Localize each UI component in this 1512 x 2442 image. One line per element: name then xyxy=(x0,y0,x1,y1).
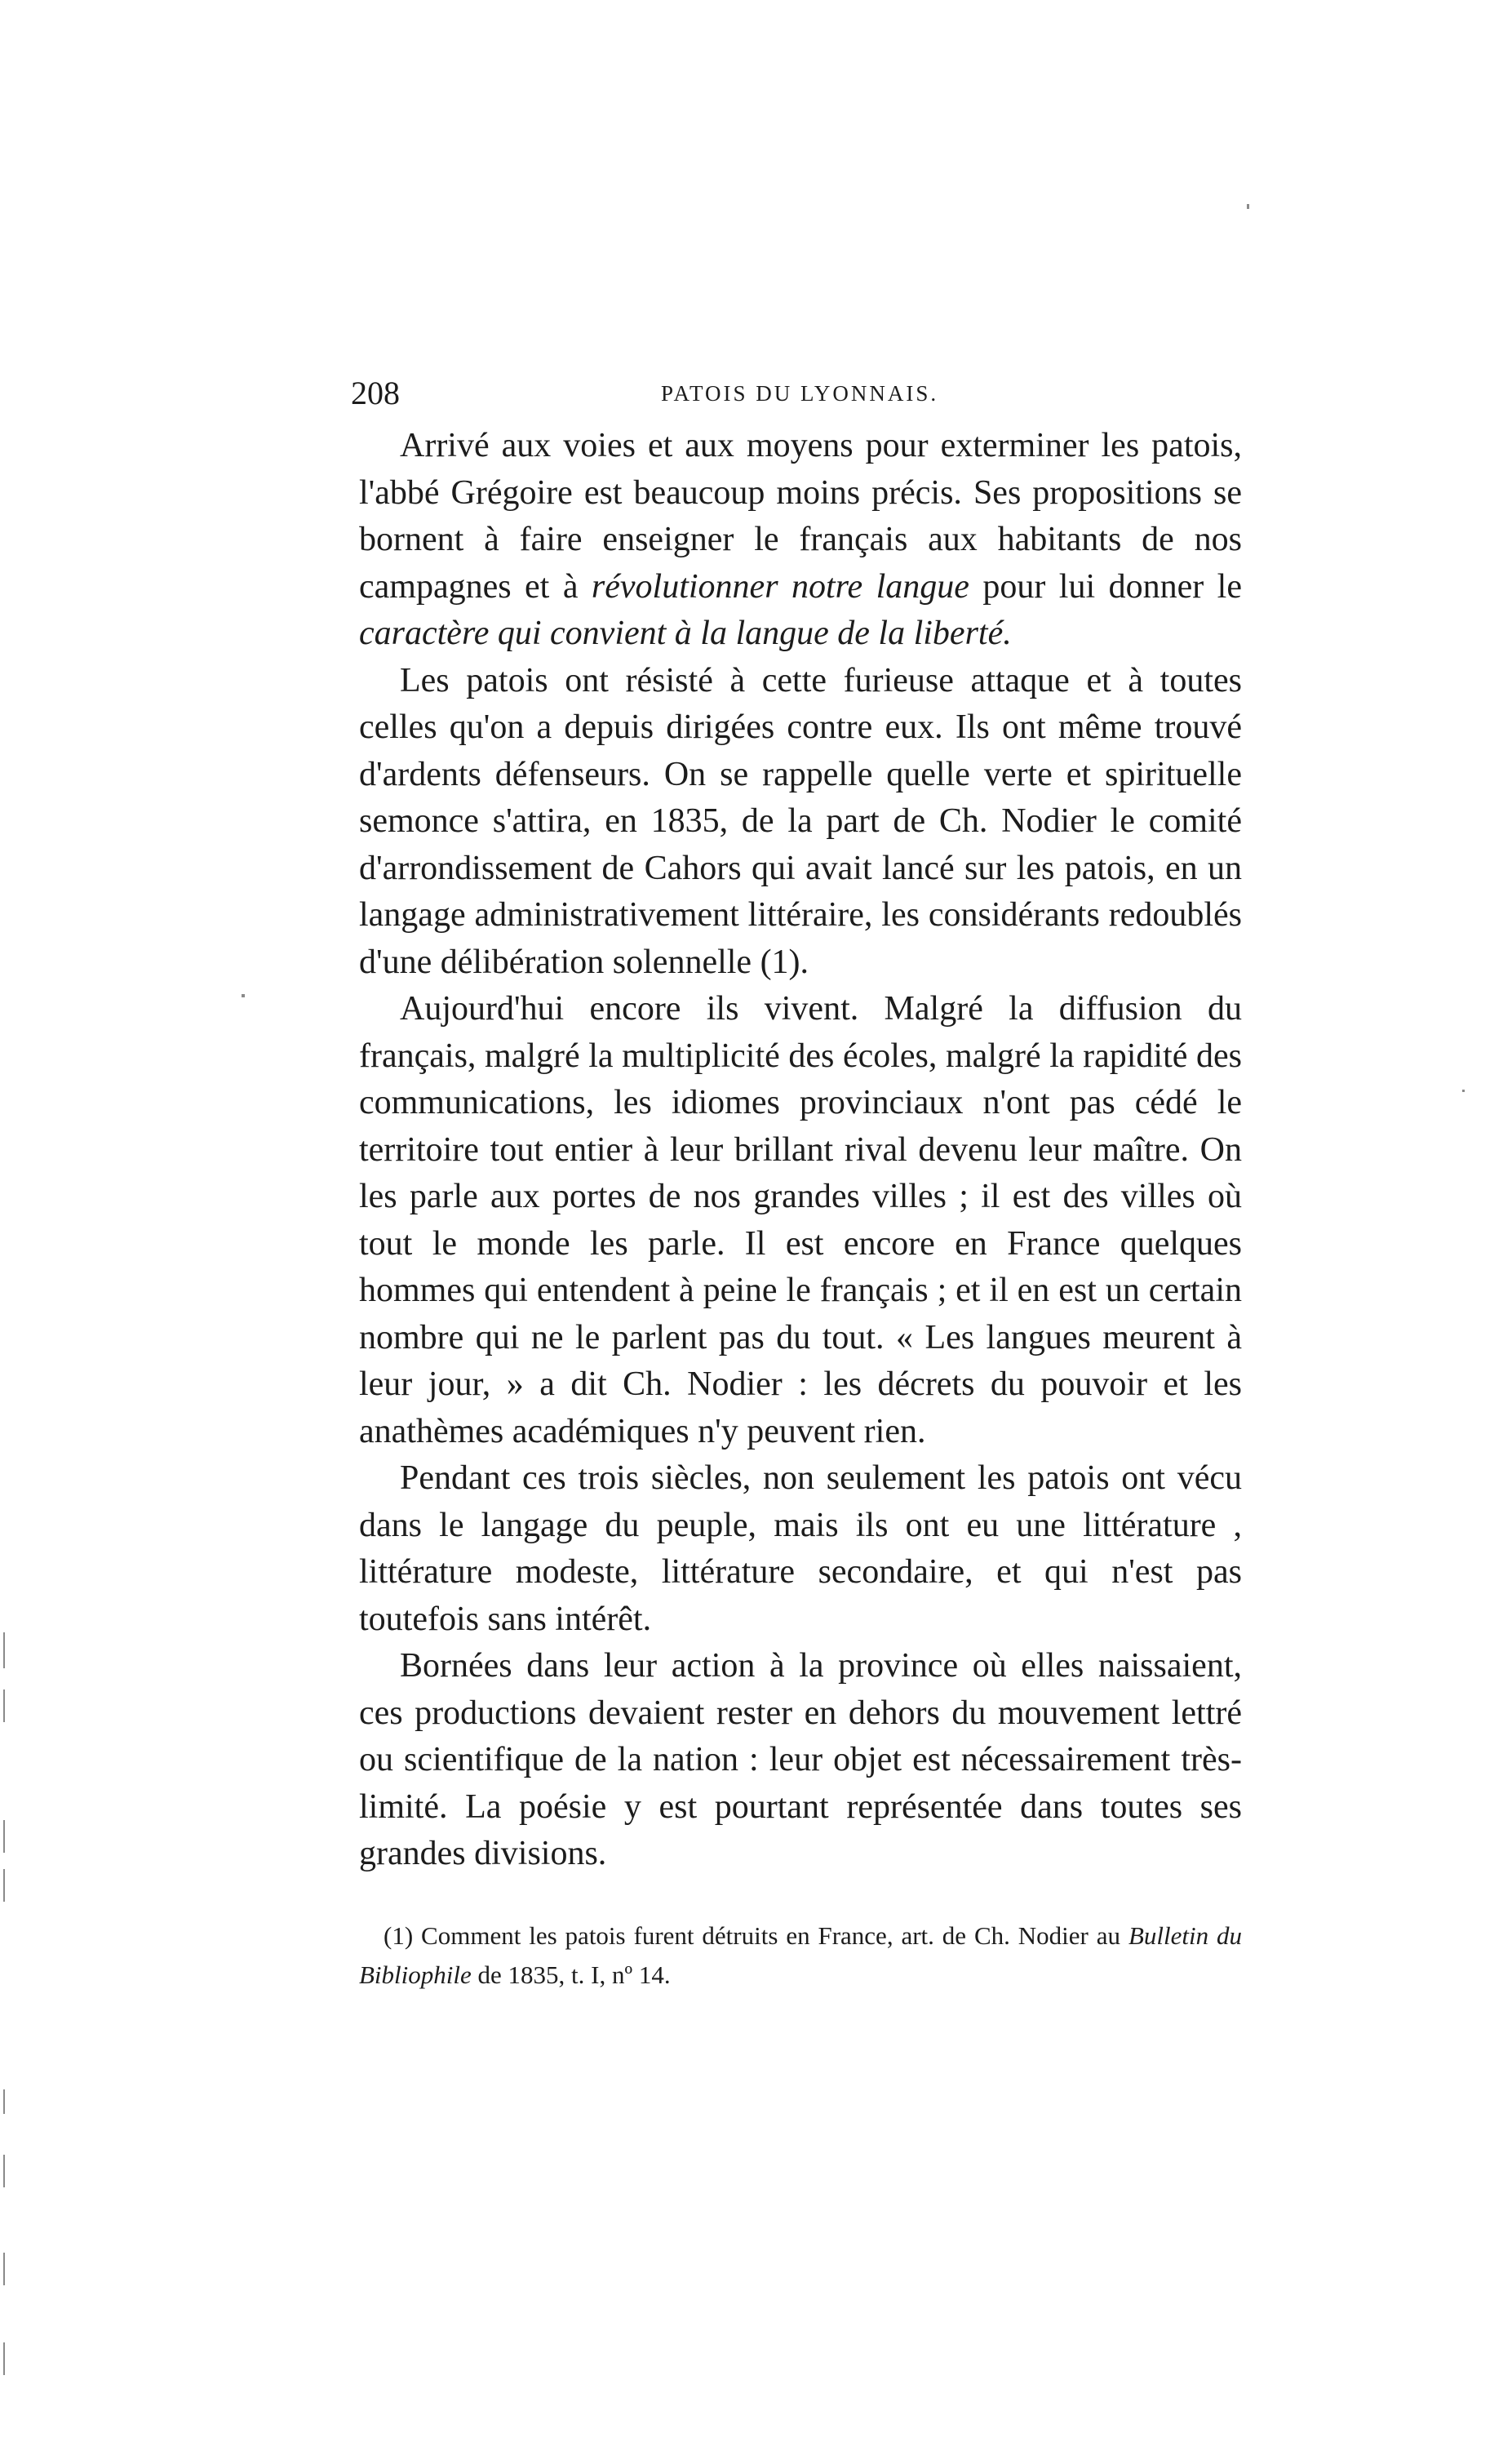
margin-edge-line xyxy=(3,1632,5,1668)
footnote-italic: Bulletin du Bibliophile xyxy=(359,1921,1243,1989)
running-title: PATOIS DU LYONNAIS. xyxy=(661,381,939,406)
paragraph-1-text-b: pour lui donner le xyxy=(969,567,1242,606)
margin-edge-line xyxy=(3,2089,5,2114)
paragraph-3: Aujourd'hui encore ils vivent. Malgré la diffusion du français, malgré la multiplicité des écoles, malgré la rapidité des communications, les idiomes provinciaux n'ont pas cédé le territoire tout entier à leur brillant rival devenu leur maître. On les parle aux portes de nos grandes villes ; il est des villes où tout le monde les parle. Il est encore en France quelques hommes qui entendent à peine le français ; et il en est un certain nombre qui ne le parlent pas du tout. « Les langues meurent à leur jour, » a dit Ch. Nodier : les décrets du pouvoir et les anathèmes académiques n'y peuvent rien. xyxy=(359,990,1242,1450)
paragraph-2: Les patois ont résisté à cette furieuse attaque et à toutes celles qu'on a depuis dirigées contre eux. Ils ont même trouvé d'ardents défenseurs. On se rappelle quelle verte et spirituelle semonce s'attira, en 1835, de la part de Ch. Nodier le comité d'arrondissement de Cahors qui avait lancé sur les patois, en un langage administrativement littéraire, les considérants redoublés d'une délibération solennelle (1). xyxy=(359,661,1242,981)
footnote-text xyxy=(359,1916,1242,1995)
margin-edge-line xyxy=(3,1869,5,1902)
paragraph-4: Pendant ces trois siècles, non seulement les patois ont vécu dans le langage du peuple, mais ils ont eu une littérature , littérature modeste, littérature secondaire, et qui n'est pas toutefois sans intérêt. xyxy=(359,1459,1242,1638)
margin-edge-line xyxy=(3,2253,5,2285)
margin-speck xyxy=(1247,204,1249,209)
footnote xyxy=(359,1916,1242,1995)
margin-edge-line xyxy=(3,1820,5,1853)
margin-edge-line xyxy=(3,2342,5,2375)
footnote-tail: de 1835, t. I, nº 14. xyxy=(471,1960,671,1989)
paragraph-1-italic-a: révolutionner notre langue xyxy=(591,567,969,606)
page-header xyxy=(351,369,1242,418)
margin-edge-line xyxy=(3,1689,5,1722)
footnote-lead: (1) Comment les patois furent détruits en France, art. de Ch. Nodier au xyxy=(384,1921,1128,1950)
body-text xyxy=(359,423,1242,1878)
paragraph-5: Bornées dans leur action à la province où elles naissaient, ces productions devaient rester en dehors du mouvement lettré ou scientifique de la nation : leur objet est nécessairement très-limité. La poésie y est pourtant représentée dans toutes ses grandes divisions. xyxy=(359,1647,1242,1872)
paragraph-1 xyxy=(359,423,1242,658)
margin-edge-line xyxy=(3,2155,5,2187)
paragraph-1-italic-b: caractère qui convient à la langue de la liberté. xyxy=(359,615,1012,652)
page-number: 208 xyxy=(351,375,400,411)
margin-speck xyxy=(242,994,245,997)
margin-speck xyxy=(1462,1090,1465,1092)
paragraph-1-text-a: Arrivé aux voies et aux moyens pour exterminer les patois, l'abbé Grégoire est beaucoup moins précis. Ses propositions se bornent à faire enseigner le français aux habitants de nos campagnes et à xyxy=(359,427,1242,606)
